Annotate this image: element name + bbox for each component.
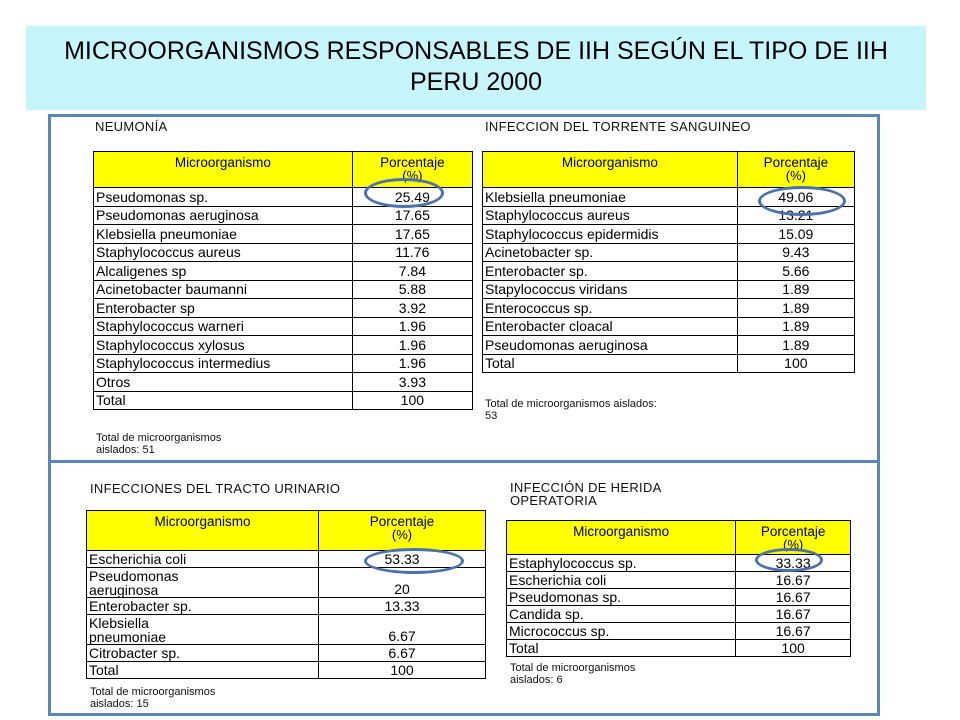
herida-title: INFECCIÓN DE HERIDA OPERATORIA bbox=[510, 480, 662, 508]
table-row bbox=[483, 280, 855, 299]
table-row bbox=[87, 662, 486, 679]
header-porcentaje-label: Porcentaje bbox=[380, 155, 445, 170]
cell-microorganismo: Total bbox=[507, 640, 736, 657]
cell-microorganismo: Enterococcus sp. bbox=[483, 299, 738, 318]
cell-microorganismo: Micrococcus sp. bbox=[507, 623, 736, 640]
cell-microorganismo: Enterobacter sp bbox=[94, 299, 353, 318]
cell-microorganismo: Staphylococcus warneri bbox=[94, 317, 353, 336]
table-row bbox=[94, 373, 473, 392]
table-row bbox=[507, 572, 851, 589]
highlight-ellipse-neumonia bbox=[364, 178, 444, 208]
neumonia-title: NEUMONÍA bbox=[95, 119, 168, 134]
cell-porcentaje: 16.67 bbox=[736, 623, 851, 640]
cell-microorganismo: Citrobacter sp. bbox=[87, 645, 319, 662]
cell-microorganismo: Pseudomonas aeruginosa bbox=[94, 206, 353, 225]
table-row bbox=[483, 354, 855, 373]
cell-microorganismo: Pseudomonas aeruginosa bbox=[483, 336, 738, 355]
cell-porcentaje: 9.43 bbox=[737, 243, 854, 262]
table-row bbox=[94, 391, 473, 410]
cell-porcentaje: 100 bbox=[352, 391, 472, 410]
cell-porcentaje: 3.93 bbox=[352, 373, 472, 392]
cell-porcentaje: 16.67 bbox=[736, 589, 851, 606]
herida-table bbox=[506, 520, 851, 657]
urinario-table bbox=[86, 510, 486, 679]
table-row bbox=[483, 225, 855, 244]
header-microorganismo: Microorganismo bbox=[507, 521, 736, 555]
cell-microorganismo: Stapylococcus viridans bbox=[483, 280, 738, 299]
cell-porcentaje: 100 bbox=[737, 354, 854, 373]
header-porcentaje-unit: (%) bbox=[391, 527, 413, 542]
cell-porcentaje: 1.96 bbox=[352, 336, 472, 355]
cell-porcentaje: 16.67 bbox=[736, 572, 851, 589]
cell-porcentaje: 17.65 bbox=[352, 225, 472, 244]
header-microorganismo: Microorganismo bbox=[94, 152, 353, 188]
cell-microorganismo: Staphylococcus aureus bbox=[94, 243, 353, 262]
title-band bbox=[26, 26, 926, 110]
cell-porcentaje: 6.67 bbox=[319, 645, 486, 662]
cell-porcentaje: 11.76 bbox=[352, 243, 472, 262]
header-porcentaje bbox=[319, 511, 486, 551]
cell-microorganismo: Acinetobacter sp. bbox=[483, 243, 738, 262]
cell-porcentaje: 100 bbox=[319, 662, 486, 679]
cell-porcentaje: 1.89 bbox=[737, 336, 854, 355]
table-row bbox=[483, 243, 855, 262]
table-row bbox=[94, 317, 473, 336]
cell-microorganismo: Klebsiella pneumoniae bbox=[483, 188, 738, 207]
cell-porcentaje: 25.49 bbox=[352, 188, 472, 207]
cell-porcentaje: 49.06 bbox=[737, 188, 854, 207]
table-row bbox=[94, 336, 473, 355]
table-row bbox=[87, 598, 486, 615]
section-divider bbox=[48, 460, 880, 463]
header-porcentaje-unit: (%) bbox=[402, 168, 423, 183]
header-microorganismo: Microorganismo bbox=[483, 152, 738, 188]
urinario-note: Total de microorganismos aislados: 15 bbox=[90, 686, 216, 710]
highlight-ellipse-herida bbox=[755, 548, 823, 572]
herida-note: Total de microorganismos aislados: 6 bbox=[510, 662, 636, 686]
cell-porcentaje: 1.89 bbox=[737, 299, 854, 318]
header-row bbox=[483, 152, 855, 188]
highlight-ellipse-torrente bbox=[758, 186, 846, 216]
cell-porcentaje: 13.33 bbox=[319, 598, 486, 615]
cell-porcentaje: 1.89 bbox=[737, 280, 854, 299]
cell-porcentaje: 5.66 bbox=[737, 262, 854, 281]
table-row bbox=[94, 225, 473, 244]
table-row bbox=[507, 606, 851, 623]
cell-microorganismo: Pseudomonas aeruginosa bbox=[87, 568, 319, 598]
table-row bbox=[87, 615, 486, 645]
cell-microorganismo: Acinetobacter baumanni bbox=[94, 280, 353, 299]
cell-microorganismo: Klebsiella pneumoniae bbox=[94, 225, 353, 244]
table-row bbox=[483, 299, 855, 318]
cell-microorganismo: Staphylococcus xylosus bbox=[94, 336, 353, 355]
cell-microorganismo: Total bbox=[483, 354, 738, 373]
urinario-title: INFECCIONES DEL TRACTO URINARIO bbox=[90, 481, 341, 496]
table-row bbox=[87, 645, 486, 662]
cell-porcentaje: 20 bbox=[319, 568, 486, 598]
header-porcentaje-label: Porcentaje bbox=[760, 524, 826, 539]
cell-microorganismo: Staphylococcus epidermidis bbox=[483, 225, 738, 244]
cell-porcentaje: 100 bbox=[736, 640, 851, 657]
header-porcentaje bbox=[737, 152, 854, 188]
cell-microorganismo: Klebsiella pneumoniae bbox=[87, 615, 319, 645]
header-porcentaje-label: Porcentaje bbox=[763, 155, 829, 170]
cell-microorganismo: Escherichia coli bbox=[507, 572, 736, 589]
header-porcentaje-unit: (%) bbox=[783, 537, 804, 552]
table-row bbox=[507, 640, 851, 657]
cell-microorganismo: Total bbox=[94, 391, 353, 410]
neumonia-note: Total de microorganismos aislados: 51 bbox=[96, 432, 222, 456]
cell-porcentaje: 6.67 bbox=[319, 615, 486, 645]
torrente-note: Total de microorganismos aislados: 53 bbox=[485, 398, 657, 422]
torrente-table bbox=[482, 151, 855, 373]
torrente-title: INFECCION DEL TORRENTE SANGUINEO bbox=[485, 119, 751, 134]
table-row bbox=[94, 262, 473, 281]
cell-microorganismo: Enterobacter cloacal bbox=[483, 317, 738, 336]
header-microorganismo: Microorganismo bbox=[87, 511, 319, 551]
table-row bbox=[507, 623, 851, 640]
cell-porcentaje: 33.33 bbox=[736, 555, 851, 572]
cell-porcentaje: 7.84 bbox=[352, 262, 472, 281]
header-row bbox=[87, 511, 486, 551]
table-row bbox=[483, 262, 855, 281]
cell-microorganismo: Estaphylococcus sp. bbox=[507, 555, 736, 572]
cell-porcentaje: 1.96 bbox=[352, 354, 472, 373]
table-row bbox=[483, 317, 855, 336]
cell-microorganismo: Enterobacter sp. bbox=[483, 262, 738, 281]
header-porcentaje-unit: (%) bbox=[785, 168, 806, 183]
cell-microorganismo: Escherichia coli bbox=[87, 551, 319, 568]
slide-title: MICROORGANISMOS RESPONSABLES DE IIH SEGÚN EL TIPO DE IIH PERU 2000 bbox=[64, 37, 888, 96]
table-row bbox=[94, 280, 473, 299]
cell-microorganismo: Alcaligenes sp bbox=[94, 262, 353, 281]
table-row bbox=[94, 299, 473, 318]
table-row bbox=[483, 336, 855, 355]
cell-porcentaje: 17.65 bbox=[352, 206, 472, 225]
table-row bbox=[94, 354, 473, 373]
cell-microorganismo: Staphylococcus aureus bbox=[483, 206, 738, 225]
cell-porcentaje: 5.88 bbox=[352, 280, 472, 299]
cell-microorganismo: Staphylococcus intermedius bbox=[94, 354, 353, 373]
table-row bbox=[94, 206, 473, 225]
table-row bbox=[507, 589, 851, 606]
cell-porcentaje: 16.67 bbox=[736, 606, 851, 623]
cell-microorganismo: Enterobacter sp. bbox=[87, 598, 319, 615]
header-porcentaje-label: Porcentaje bbox=[369, 514, 435, 529]
cell-microorganismo: Pseudomonas sp. bbox=[94, 188, 353, 207]
cell-porcentaje: 15.09 bbox=[737, 225, 854, 244]
cell-microorganismo: Candida sp. bbox=[507, 606, 736, 623]
cell-microorganismo: Pseudomonas sp. bbox=[507, 589, 736, 606]
highlight-ellipse-urinario bbox=[364, 548, 464, 574]
table-row bbox=[94, 243, 473, 262]
cell-porcentaje: 1.89 bbox=[737, 317, 854, 336]
cell-microorganismo: Total bbox=[87, 662, 319, 679]
cell-porcentaje: 1.96 bbox=[352, 317, 472, 336]
cell-porcentaje: 3.92 bbox=[352, 299, 472, 318]
cell-microorganismo: Otros bbox=[94, 373, 353, 392]
cell-porcentaje: 53.33 bbox=[319, 551, 486, 568]
cell-porcentaje: 13.21 bbox=[737, 206, 854, 225]
